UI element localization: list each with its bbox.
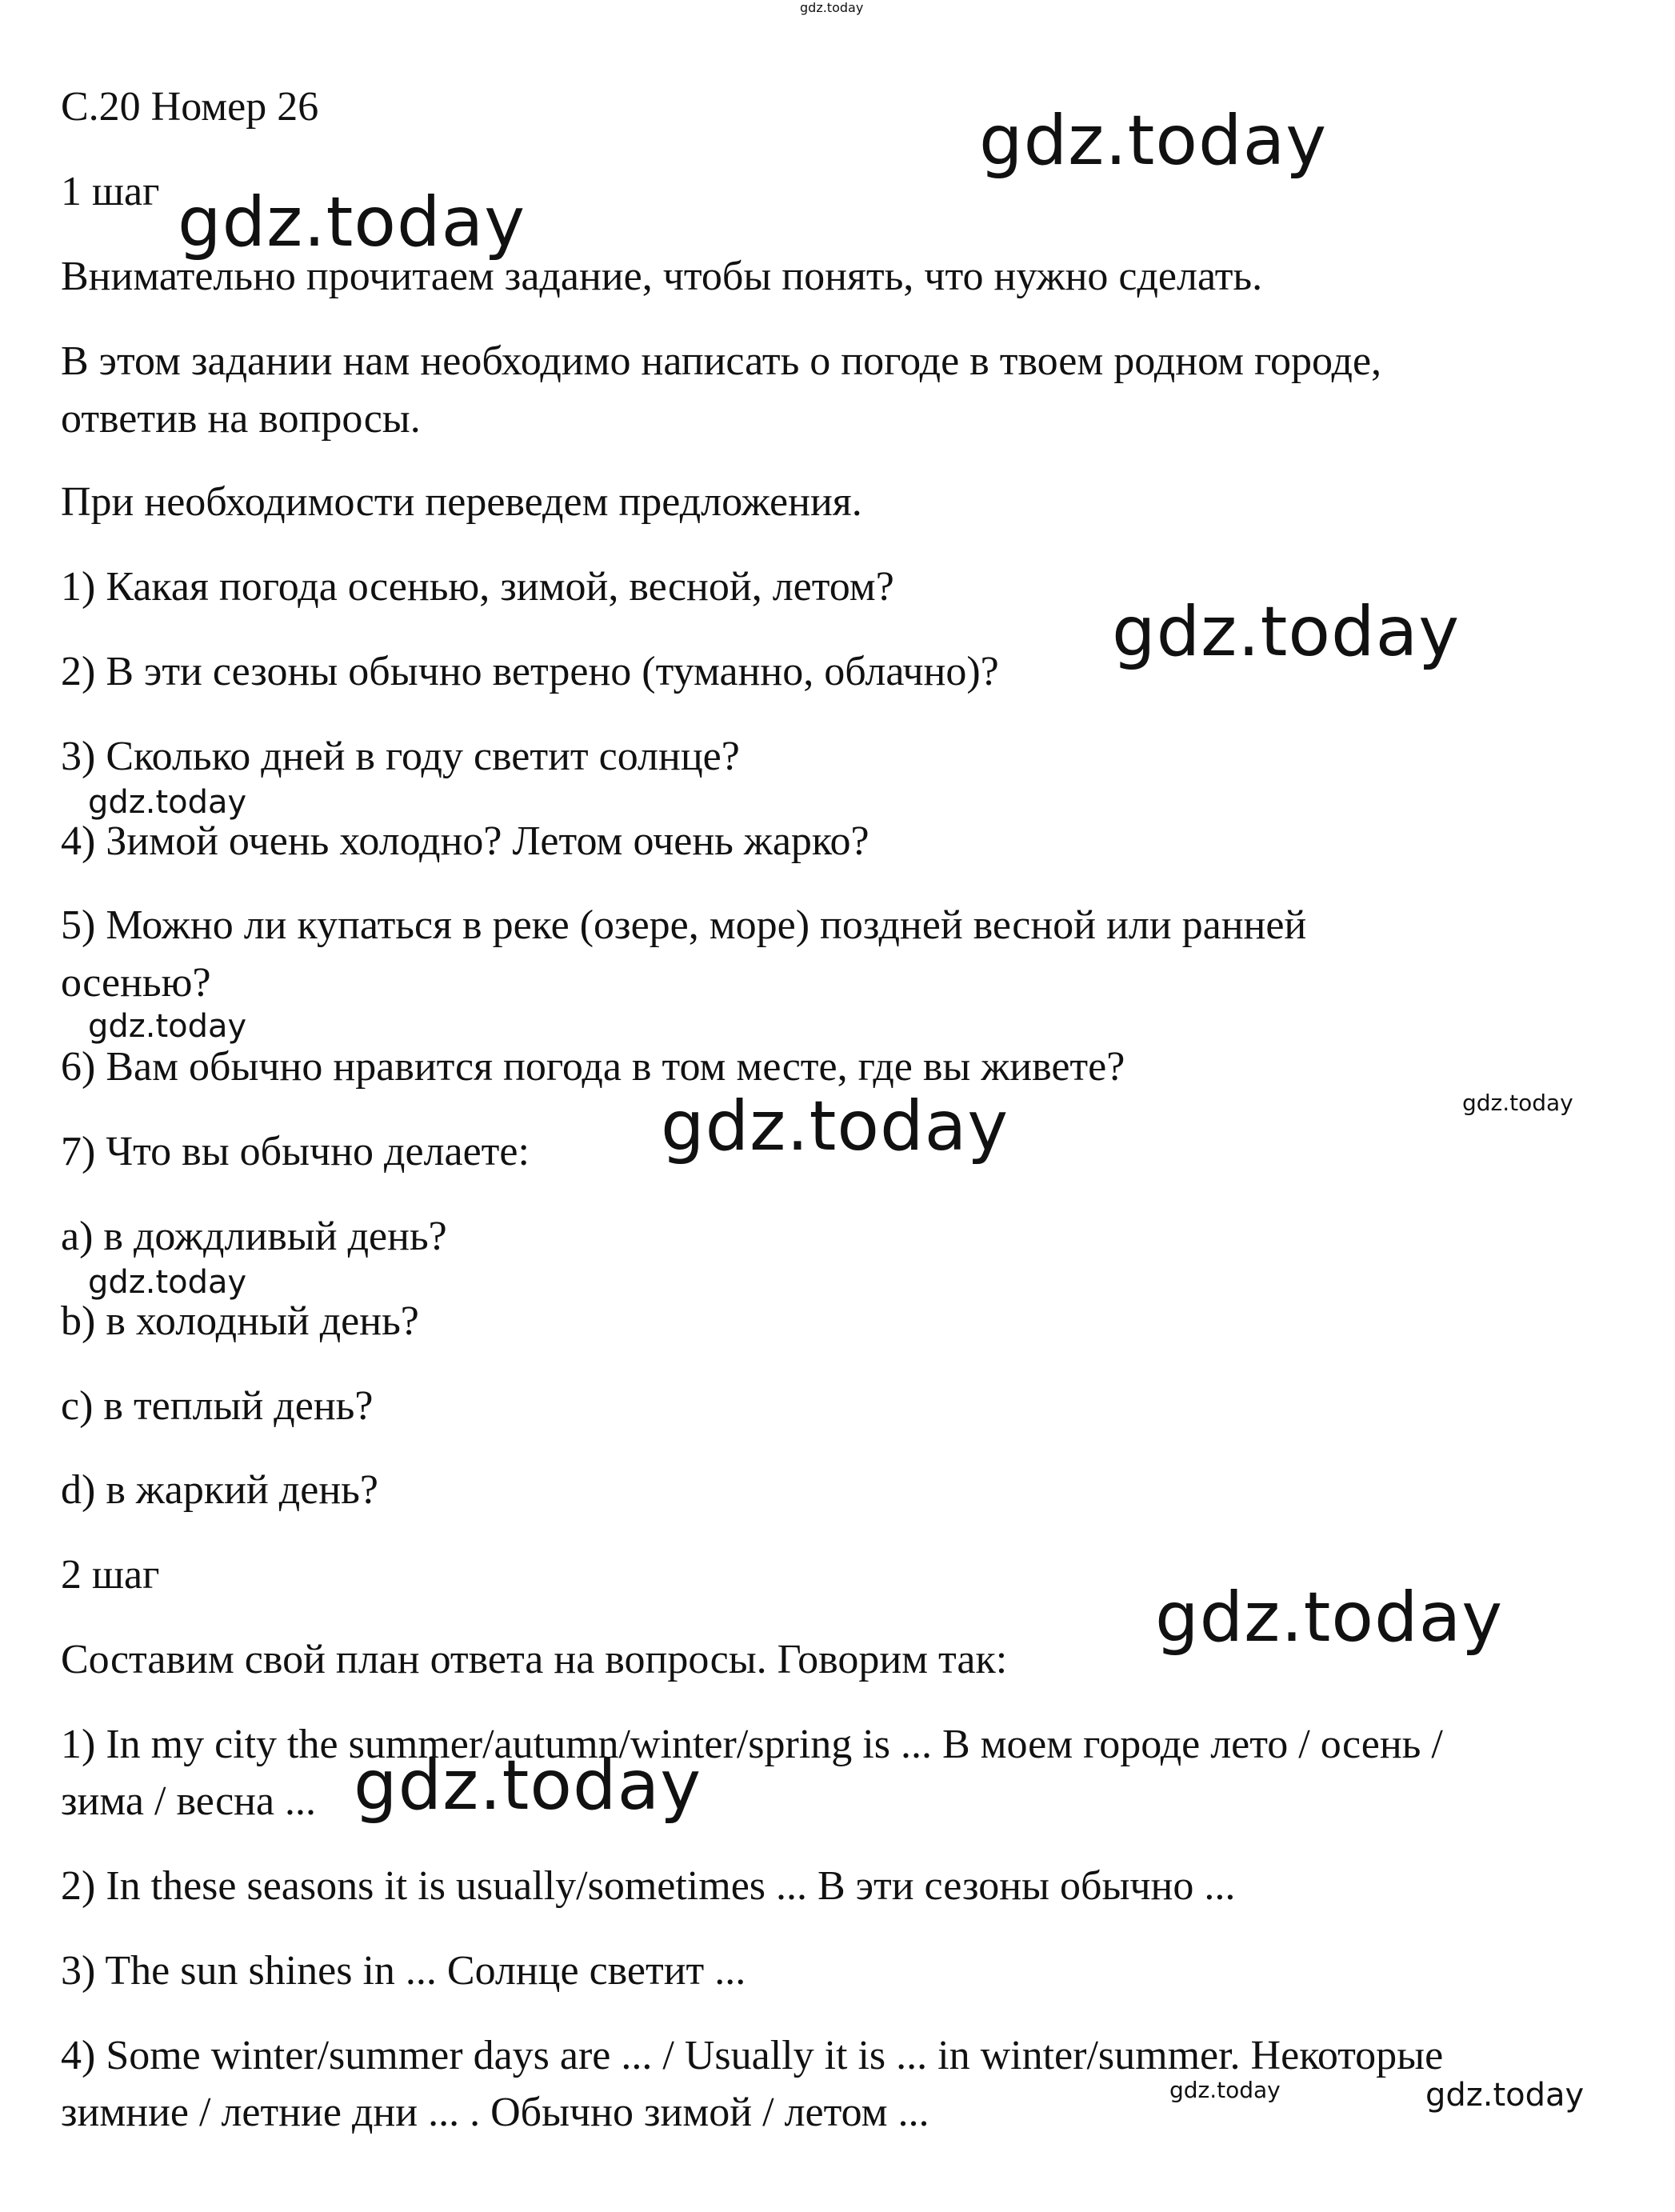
step2-title: 2 шаг — [61, 1552, 160, 1598]
watermark: gdz.today — [1425, 2077, 1585, 2114]
watermark: gdz.today — [1462, 1090, 1573, 1116]
question-6: 6) Вам обычно нравится погода в том месте, где вы живете? — [61, 1044, 1125, 1090]
question-1: 1) Какая погода осенью, зимой, весной, летом? — [61, 564, 894, 610]
watermark: gdz.today — [178, 182, 526, 262]
watermark: gdz.today — [979, 101, 1328, 181]
step1-intro: Внимательно прочитаем задание, чтобы понять, что нужно сделать. — [61, 254, 1263, 299]
question-7: 7) Что вы обычно делаете: — [61, 1129, 530, 1174]
watermark: gdz.today — [800, 0, 864, 15]
watermark: gdz.today — [661, 1086, 1009, 1166]
watermark: gdz.today — [1155, 1578, 1504, 1658]
plan-item-4-line1: 4) Some winter/summer days are ... / Usually it is ... in winter/summer. Некоторые — [61, 2033, 1444, 2078]
watermark: gdz.today — [88, 784, 247, 821]
question-5-line1: 5) Можно ли купаться в реке (озере, море) поздней весной или ранней — [61, 902, 1307, 948]
watermark: gdz.today — [354, 1746, 702, 1826]
plan-item-1-line1: 1) In my city the summer/autumn/winter/spring is ... В моем городе лето / осень / — [61, 1722, 1443, 1767]
step1-translate-note: При необходимости переведем предложения. — [61, 479, 862, 525]
question-5-line2: осенью? — [61, 960, 211, 1006]
question-7b: b) в холодный день? — [61, 1298, 419, 1344]
watermark: gdz.today — [1112, 592, 1461, 672]
question-2: 2) В эти сезоны обычно ветрено (туманно, облачно)? — [61, 649, 999, 694]
watermark: gdz.today — [1169, 2077, 1281, 2103]
step2-intro: Составим свой план ответа на вопросы. Говорим так: — [61, 1637, 1008, 1682]
step1-task-line2: ответив на вопросы. — [61, 396, 421, 442]
question-7c: c) в теплый день? — [61, 1383, 374, 1429]
question-4: 4) Зимой очень холодно? Летом очень жарко? — [61, 818, 869, 864]
plan-item-1-line2: зима / весна ... — [61, 1778, 317, 1824]
step1-title: 1 шаг — [61, 169, 160, 214]
watermark: gdz.today — [88, 1264, 247, 1301]
plan-item-4-line2: зимние / летние дни ... . Обычно зимой / летом ... — [61, 2090, 929, 2135]
page-header: С.20 Номер 26 — [61, 84, 319, 130]
question-7a: a) в дождливый день? — [61, 1214, 447, 1259]
plan-item-2: 2) In these seasons it is usually/sometimes ... В эти сезоны обычно ... — [61, 1863, 1236, 1909]
step1-task-line1: В этом задании нам необходимо написать о погоде в твоем родном городе, — [61, 338, 1382, 384]
plan-item-3: 3) The sun shines in ... Солнце светит ... — [61, 1948, 746, 1994]
question-7d: d) в жаркий день? — [61, 1467, 378, 1513]
watermark: gdz.today — [88, 1008, 247, 1045]
question-3: 3) Сколько дней в году светит солнце? — [61, 734, 740, 779]
